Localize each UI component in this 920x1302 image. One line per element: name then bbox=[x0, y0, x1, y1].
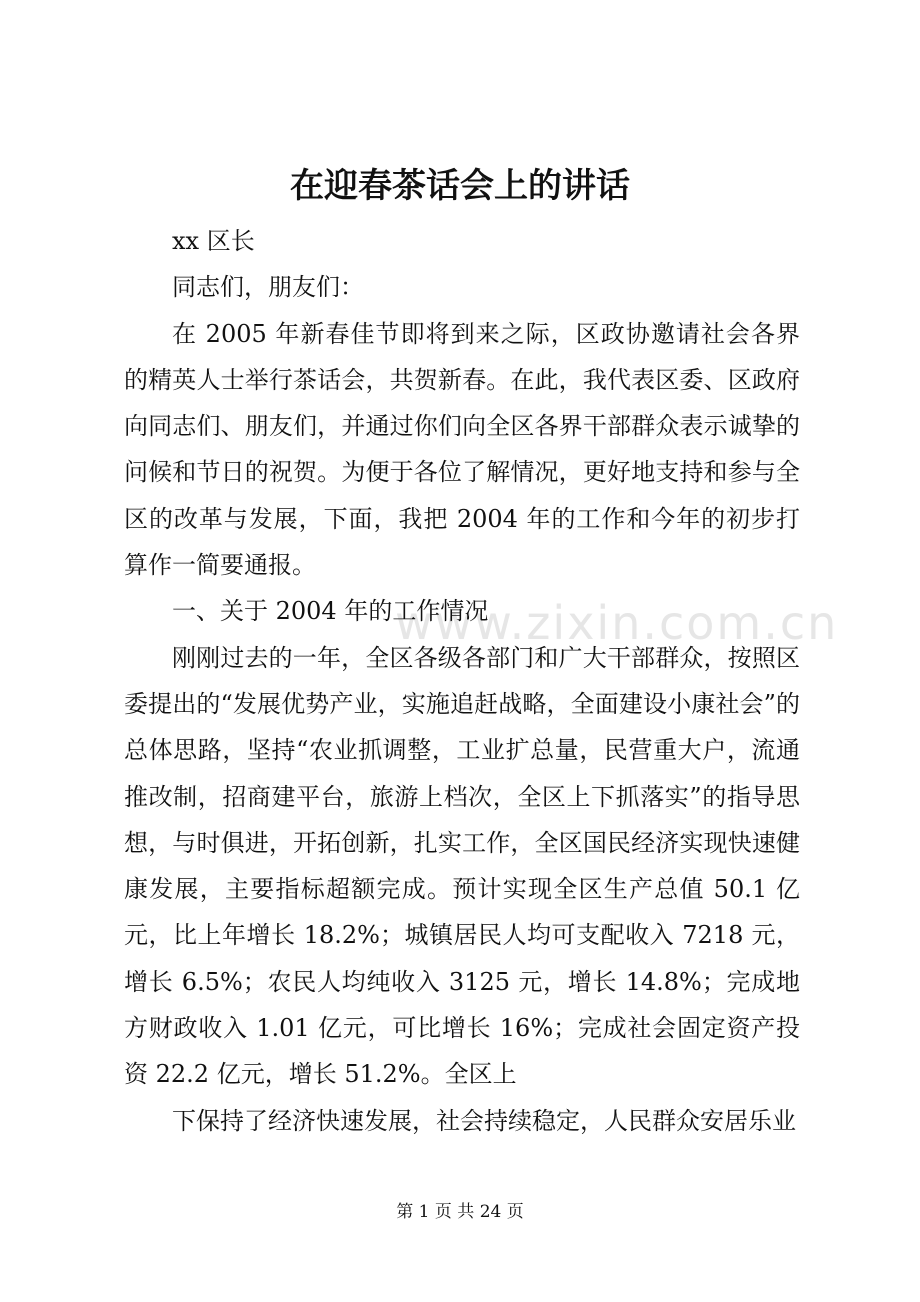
document-body bbox=[124, 218, 800, 1144]
speaker-line: xx 区长 bbox=[172, 227, 255, 255]
intro-paragraph: 在 2005 年新春佳节即将到来之际，区政协邀请社会各界的精英人士举行茶话会，共贺新春。在此，我代表区委、区政府向同志们、朋友们，并通过你们向全区各界干部群众表示诚挚的问候和节日的祝贺。为便于各位了解情况，更好地支持和参与全区的改革与发展，下面，我把 2004 年的工作和今年的初步打算作一简要通报。 bbox=[124, 319, 800, 580]
watermark: www.zixin.com.cn bbox=[395, 596, 839, 650]
work-summary-paragraph: 刚刚过去的一年，全区各级各部门和广大干部群众，按照区委提出的“发展优势产业，实施追赶战略，全面建设小康社会”的总体思路，坚持“农业抓调整，工业扩总量，民营重大户，流通推改制，招商建平台，旅游上档次，全区上下抓落实”的指导思想，与时俱进，开拓创新，扎实工作，全区国民经济实现快速健康发展，主要指标超额完成。预计实现全区生产总值 50.1 亿元，比上年增长 18.2%；城镇居民人均可支配收入 7218 元，增长 6.5%；农民人均纯收入 3125 元，增长 14.8%；完成地方财政收入 1.01 亿元，可比增长 16%；完成社会固定资产投资 22.2 亿元，增长 51.2%。全区上 bbox=[124, 643, 800, 1089]
section-heading: 一、关于 2004 年的工作情况 bbox=[172, 597, 489, 626]
page-footer: 第 1 页 共 24 页 bbox=[396, 1202, 524, 1222]
salutation: 同志们，朋友们： bbox=[172, 273, 364, 302]
continuation-paragraph: 下保持了经济快速发展，社会持续稳定，人民群众安居乐业 bbox=[172, 1106, 796, 1135]
document-title: 在迎春茶话会上的讲话 bbox=[290, 166, 630, 206]
